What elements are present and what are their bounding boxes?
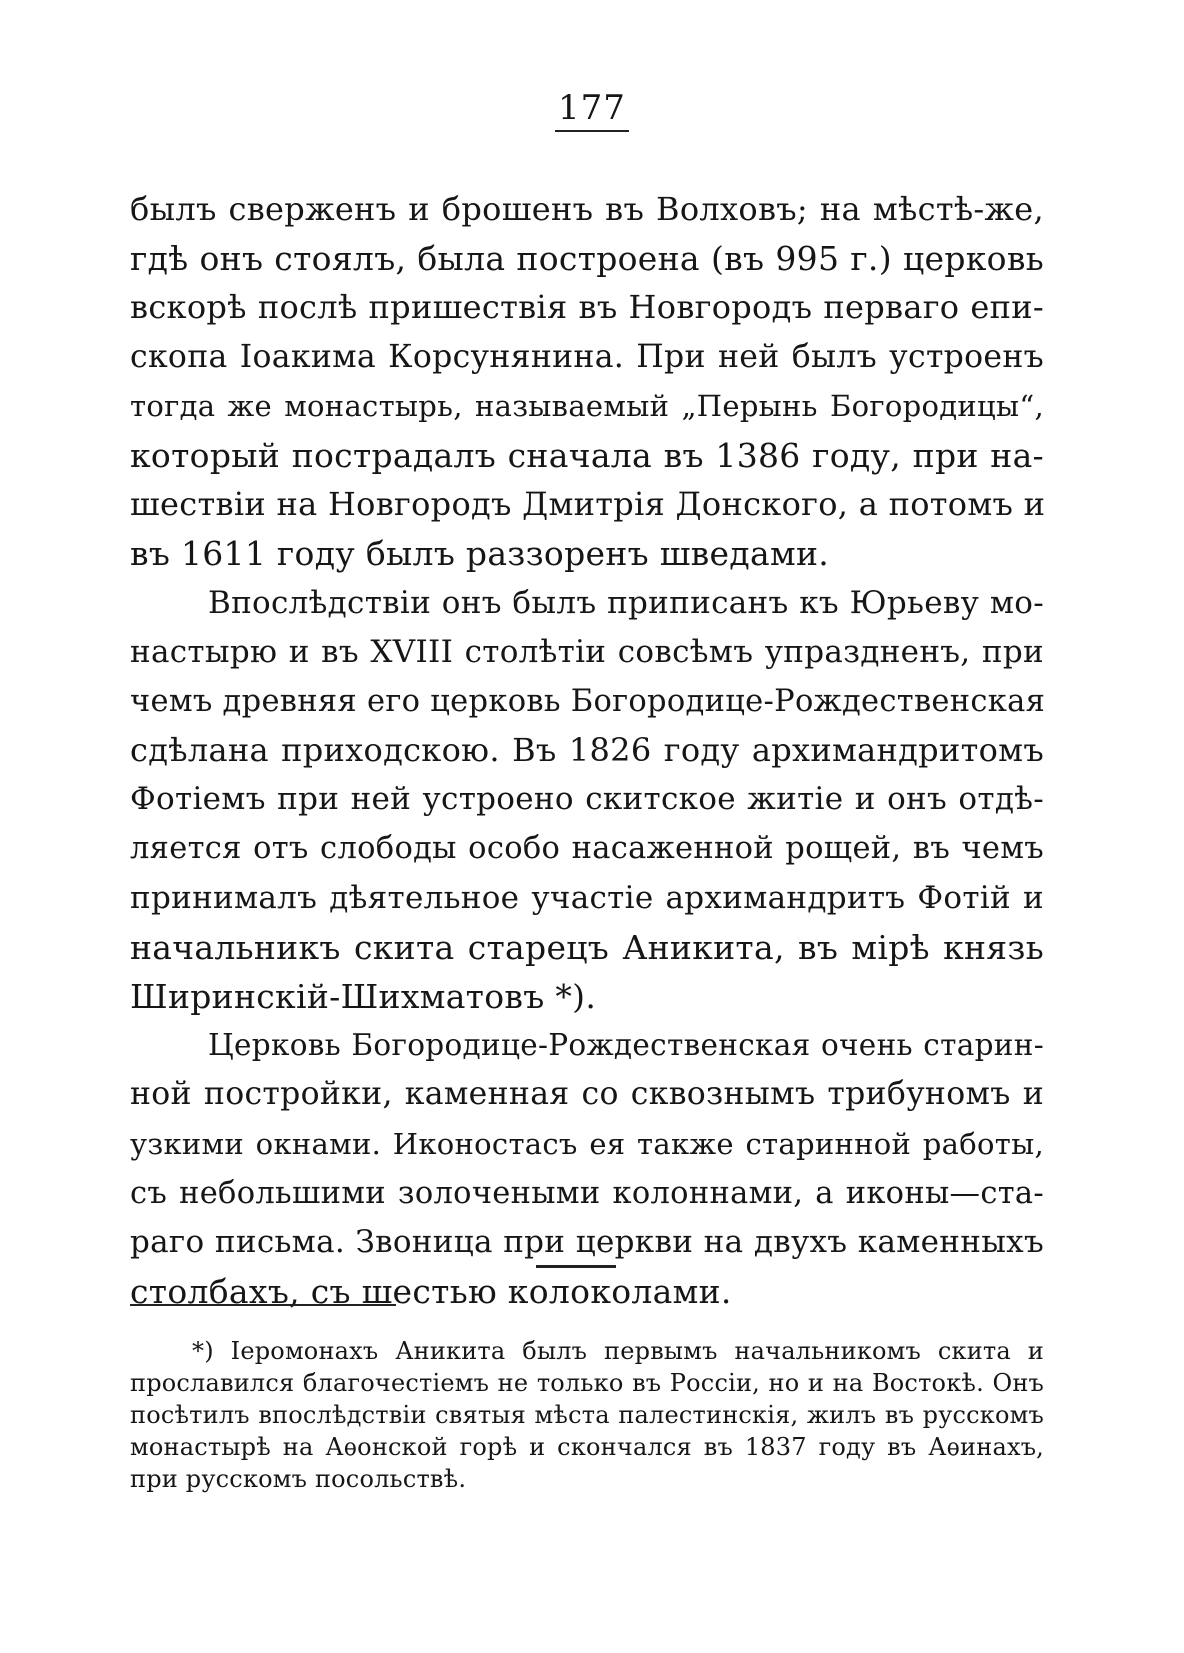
text-line: начальникъ скита старецъ Аникита, въ мірѣ князь (130, 927, 1044, 967)
paragraph-2 (130, 579, 1044, 1022)
text-line: Впослѣдствіи онъ былъ приписанъ къ Юрьеву мо- (208, 584, 1044, 621)
section-divider (536, 1265, 616, 1268)
text-line: ляется отъ слободы особо насаженной рощей, въ чемъ (130, 831, 1044, 867)
page-number: 177 (558, 88, 626, 128)
text-line: узкими окнами. Иконостасъ ея также старинной работы, (130, 1126, 1044, 1161)
text-line: съ небольшими золочеными колоннами, а иконы—ста- (130, 1175, 1044, 1211)
paragraph-3 (130, 1021, 1044, 1316)
footnote (130, 1335, 1044, 1495)
text-line: въ 1611 году былъ раззоренъ шведами. (130, 534, 830, 574)
text-line: раго письма. Звоница при церкви на двухъ каменныхъ (130, 1223, 1044, 1260)
text-line: гдѣ онъ стоялъ, была построена (въ 995 г.) церковь (130, 239, 1044, 279)
paragraph-1 (130, 185, 1044, 579)
footnote-separator (130, 1304, 396, 1306)
text-line: шествіи на Новгородъ Дмитрія Донского, а потомъ и (130, 485, 1046, 524)
text-line: чемъ древняя его церковь Богородице-Рождественская (130, 683, 1046, 719)
page-number-underline (555, 130, 629, 132)
text-line: ной постройки, каменная со сквознымъ трибуномъ и (130, 1076, 1044, 1113)
body-text (130, 185, 1044, 1316)
text-line: былъ сверженъ и брошенъ въ Волховъ; на мѣстѣ-же, (130, 190, 1044, 228)
text-line: Церковь Богородице-Рождественская очень старин- (208, 1028, 1044, 1063)
text-line: вскорѣ послѣ пришествія въ Новгородъ перваго епи- (130, 288, 1044, 327)
text-line: который пострадалъ сначала въ 1386 году, при на- (130, 435, 1044, 475)
text-line: Фотіемъ при ней устроено скитское житіе и онъ отдѣ- (130, 781, 1044, 818)
text-line: сдѣлана приходскою. Въ 1826 году архимандритомъ (130, 731, 1044, 770)
footnote-line: посѣтилъ впослѣдствіи святыя мѣста палестинскія, жилъ въ русскомъ (130, 1401, 1044, 1429)
text-line: Ширинскій-Шихматовъ *). (130, 977, 597, 1016)
footnote-line: при русскомъ посольствѣ. (130, 1465, 467, 1493)
text-line: скопа Іоакима Корсунянина. При ней былъ устроенъ (130, 338, 1044, 375)
text-line: принималъ дѣятельное участіе архимандритъ Фотій и (130, 879, 1044, 916)
text-line: настырю и въ XVIII столѣтіи совсѣмъ упраздненъ, при (130, 633, 1044, 670)
footnote-line: монастырѣ на Аѳонской горѣ и скончался въ 1837 году въ Аѳинахъ, (130, 1433, 1044, 1461)
footnote-line: *) Іеромонахъ Аникита былъ первымъ начальникомъ скита и (192, 1337, 1044, 1365)
text-line: столбахъ, съ шестью колоколами. (130, 1272, 732, 1312)
text-line: тогда же монастырь, называемый „Перынь Богородицы“, (130, 388, 1044, 423)
footnote-line: прославился благочестіемъ не только въ Россіи, но и на Востокѣ. Онъ (130, 1369, 1044, 1397)
